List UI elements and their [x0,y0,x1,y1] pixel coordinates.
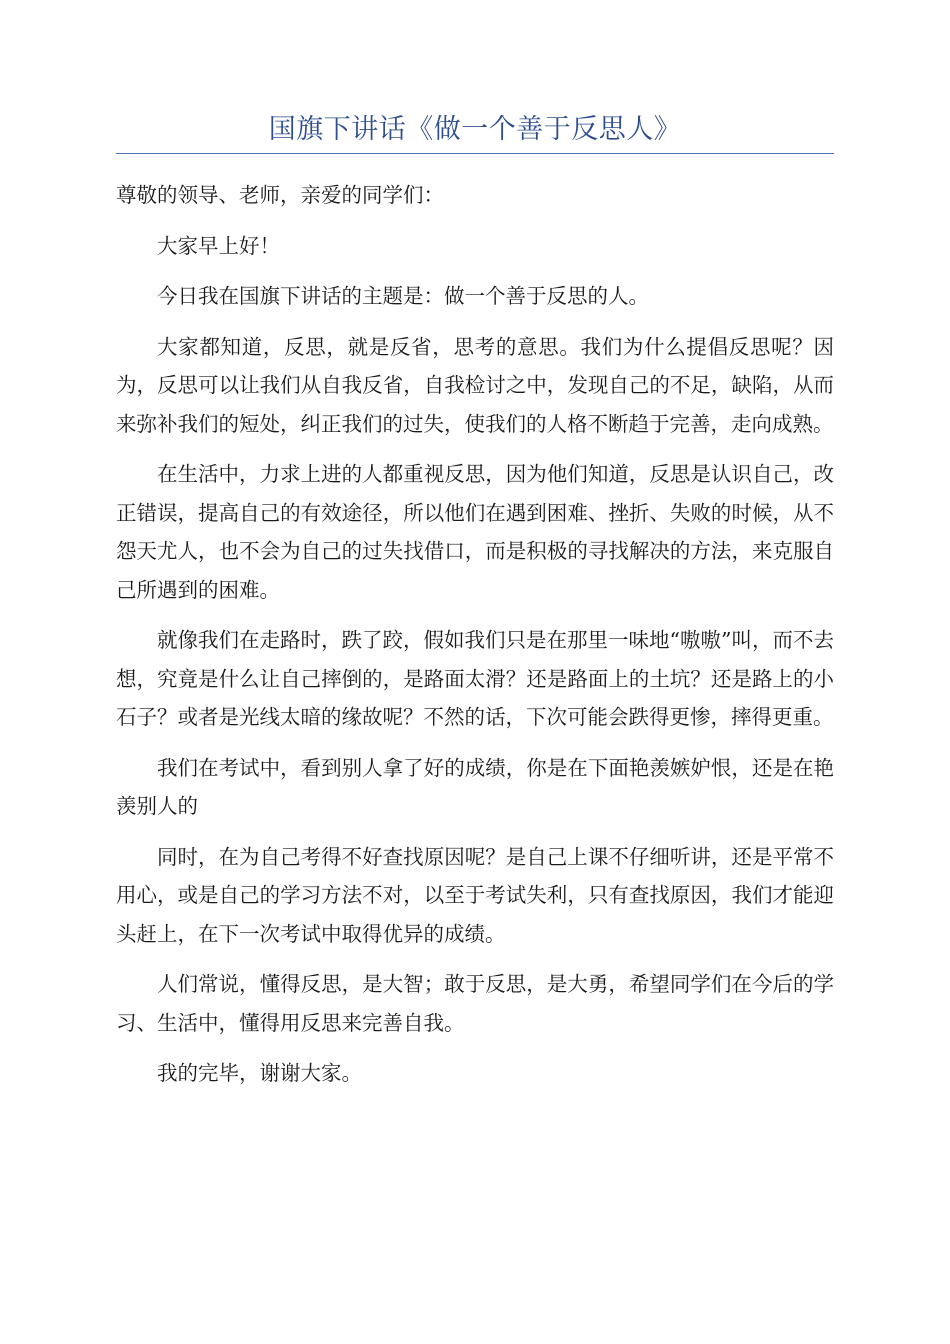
paragraph: 今日我在国旗下讲话的主题是：做一个善于反思的人。 [157,284,649,308]
paragraph: 大家早上好！ [157,233,280,258]
paragraph: 在生活中，力求上进的人都重视反思，因为他们知道，反思是认识自己，改正错误，提高自己的有效途径，所以他们在遇到困难、挫折、失败的时候，从不怨天尤人，也不会为自己的过失找借口，而是积极的寻找解决的方法，来克服自己所遇到的困难。 [116,462,834,602]
paragraph: 同时，在为自己考得不好查找原因呢？是自己上课不仔细听讲，还是平常不用心，或是自己的学习方法不对，以至于考试失利，只有查找原因，我们才能迎头赶上，在下一次考试中取得优异的成绩。 [116,844,834,946]
document-title: 国旗下讲话《做一个善于反思人》 [268,114,682,145]
closing-line: 我的完毕，谢谢大家。 [157,1061,362,1085]
document-body [116,176,834,1105]
paragraph: 就像我们在走路时，跌了跤，假如我们只是在那里一味地“嗷嗷”叫，而不去想，究竟是什么让自己摔倒的，是路面太滑？还是路面上的土坑？还是路上的小石子？或者是光线太暗的缘故呢？不然的话，下次可能会跌得更惨，摔得更重。 [116,628,834,729]
title-underline [116,153,834,154]
paragraph: 大家都知道，反思，就是反省，思考的意思。我们为什么提倡反思呢？因为，反思可以让我们从自我反省，自我检讨之中，发现自己的不足，缺陷，从而来弥补我们的短处，纠正我们的过失，使我们的人格不断趋于完善，走向成熟。 [116,334,834,436]
salutation: 尊敬的领导、老师，亲爱的同学们： [116,183,444,207]
paragraph: 人们常说，懂得反思，是大智；敢于反思，是大勇，希望同学们在今后的学习、生活中，懂得用反思来完善自我。 [116,972,834,1035]
paragraph: 我们在考试中，看到别人拿了好的成绩，你是在下面艳羡嫉妒恨，还是在艳羡别人的 [116,755,834,818]
